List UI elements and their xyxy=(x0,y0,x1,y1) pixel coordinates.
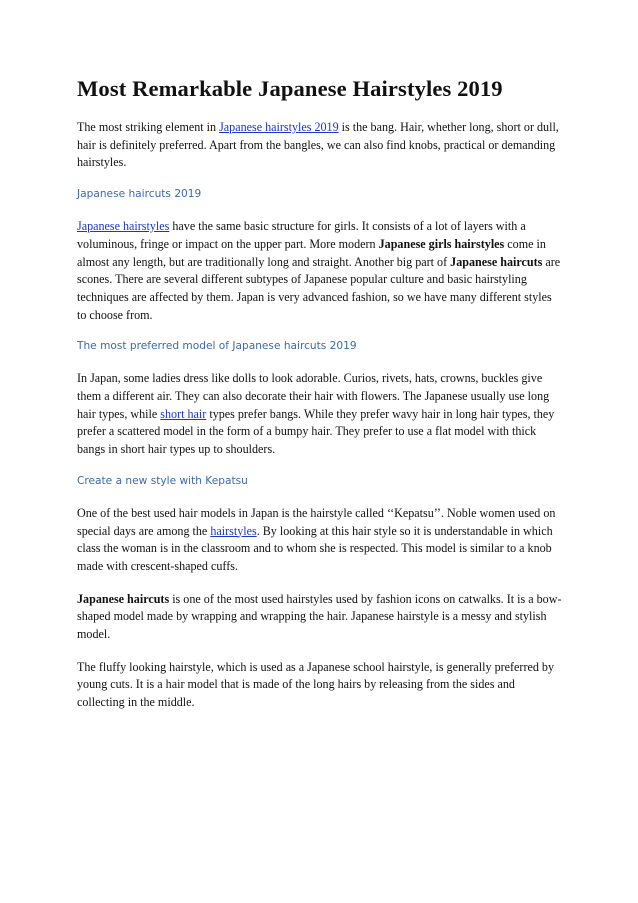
section3-paragraph-2 xyxy=(77,591,564,644)
section1-paragraph xyxy=(77,218,564,324)
section3-text: . By looking at this hair style so it is understandable in which class the woman is in the classroom and to whom she is respected. This model is similar to a knob made with crescent-shaped cuffs. xyxy=(77,523,553,573)
intro-paragraph xyxy=(77,119,564,172)
section1-bold: Japanese girls hairstyles xyxy=(378,236,505,251)
page-title: Most Remarkable Japanese Hairstyles 2019 xyxy=(77,76,503,101)
section3-bold: Japanese haircuts xyxy=(77,591,170,606)
hairstyles-link[interactable]: hairstyles xyxy=(210,523,257,538)
japanese-hairstyles-link[interactable]: Japanese hairstyles xyxy=(77,219,170,234)
section3-paragraph-1 xyxy=(77,505,564,576)
section-heading-japanese-haircuts: Japanese haircuts 2019 xyxy=(77,188,202,201)
intro-text: The most striking element in xyxy=(77,120,220,134)
section1-text: have the same basic structure for girls. It consists of a lot of layers with a voluminous, fringe or impact on the upper part. More modern xyxy=(77,219,526,251)
section-heading-kepatsu: Create a new style with Kepatsu xyxy=(77,474,248,487)
intro-text: is the bang. Hair, whether long, short or dull, hair is definitely preferred. Apart from the bangles, we can also find knobs, practical or demanding hairstyles. xyxy=(77,120,559,170)
section2-paragraph xyxy=(77,370,564,459)
section3-paragraph-3: The fluffy looking hairstyle, which is used as a Japanese school hairstyle, is generally preferred by young cuts. It is a hair model that is made of the long hairs by releasing from the sides and collecting in the middle. xyxy=(77,659,555,710)
section-heading-preferred-model: The most preferred model of Japanese haircuts 2019 xyxy=(77,340,357,353)
section2-text: types prefer bangs. While they prefer wavy hair in long hair types, they prefer a scattered model in the form of a bumpy hair. They prefer to use a flat model with thick bangs in short hair types up to shoulders. xyxy=(77,406,555,457)
section1-bold: Japanese haircuts xyxy=(450,254,543,269)
short-hair-link[interactable]: short hair xyxy=(160,406,207,421)
document-body xyxy=(77,76,564,727)
section3-text: is one of the most used hairstyles used by fashion icons on catwalks. It is a bow-shaped model made by wrapping and wrapping the hair. Japanese hairstyle is a messy and stylish model. xyxy=(77,591,562,642)
japanese-hairstyles-2019-link[interactable]: Japanese hairstyles 2019 xyxy=(219,120,339,134)
section1-text: are scones. There are several different subtypes of Japanese popular culture and basic hairstyling techniques are affected by them. Japan is very advanced fashion, so we have many different styles to choose from. xyxy=(77,254,561,322)
section1-text: come in almost any length, but are traditionally long and straight. Another big part of xyxy=(77,236,546,269)
section3-text: One of the best used hair models in Japan is the hairstyle called ‘‘Kepatsu’’. Noble women used on special days are among the xyxy=(77,505,556,538)
section2-text: In Japan, some ladies dress like dolls to look adorable. Curios, rivets, hats, crowns, buckles give them a different air. They can also decorate their hair with flowers. The Japanese usually use long hair types, while xyxy=(77,371,550,421)
